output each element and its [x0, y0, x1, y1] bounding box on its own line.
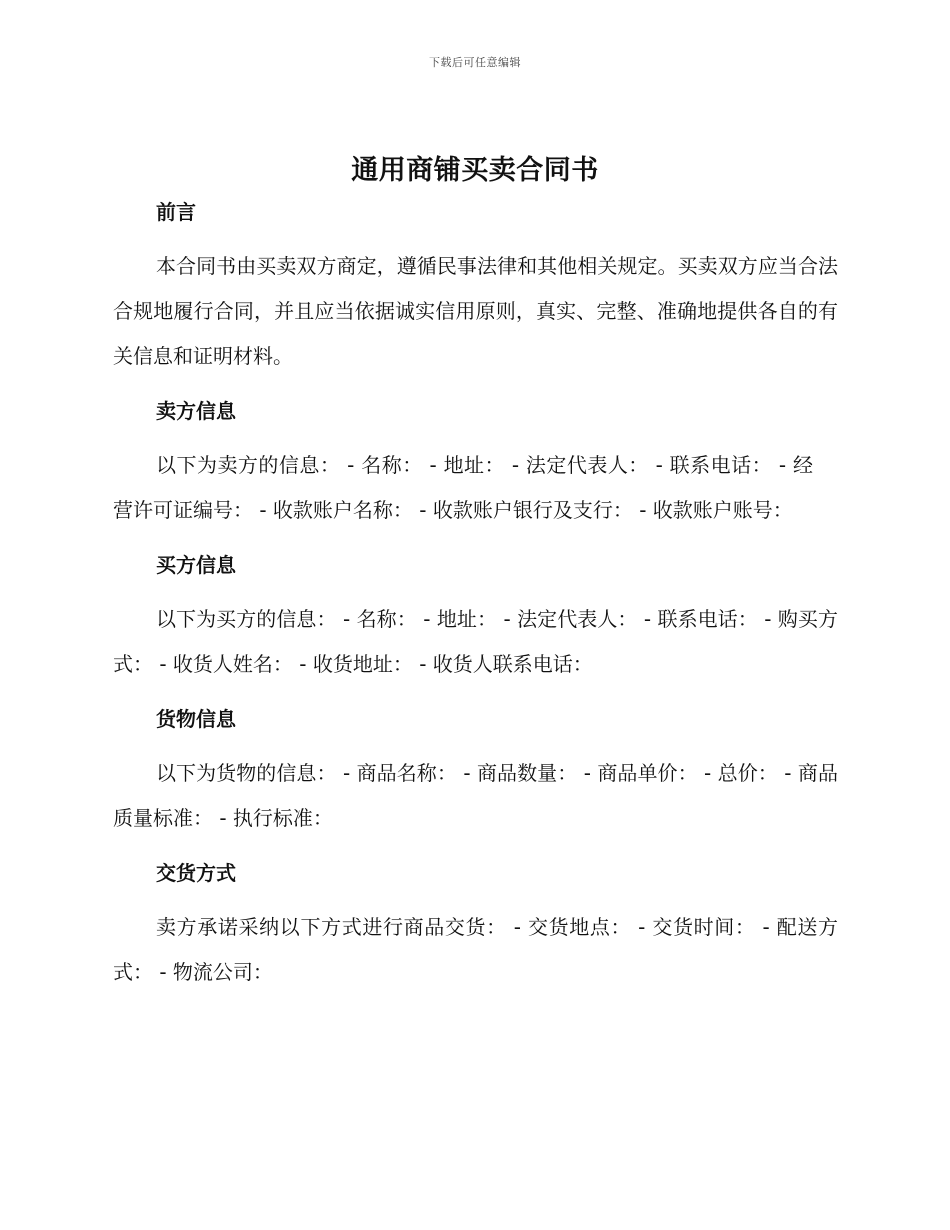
section-heading-preface: 前言: [156, 200, 196, 224]
section-heading-delivery: 交货方式: [156, 861, 236, 885]
section-heading-seller: 卖方信息: [156, 399, 236, 423]
section-text-seller: 以下为卖方的信息： - 名称： - 地址： - 法定代表人： - 联系电话： - 经营许可证编号： - 收款账户名称： - 收款账户银行及支行： - 收款账户账号：: [113, 453, 813, 522]
document-body: [113, 190, 838, 1005]
section-text-delivery: 卖方承诺采纳以下方式进行商品交货： - 交货地点： - 交货时间： - 配送方式： - 物流公司：: [113, 915, 838, 984]
section-heading-buyer: 买方信息: [156, 553, 236, 577]
section-heading-goods: 货物信息: [156, 707, 236, 731]
section-text-goods: 以下为货物的信息： - 商品名称： - 商品数量： - 商品单价： - 总价： - 商品质量标准： - 执行标准：: [113, 761, 838, 830]
document-title: 通用商铺买卖合同书: [351, 155, 599, 186]
section-text-preface: 本合同书由买卖双方商定，遵循民事法律和其他相关规定。买卖双方应当合法合规地履行合同，并且应当依据诚实信用原则，真实、完整、准确地提供各自的有关信息和证明材料。: [113, 254, 838, 368]
header-note: 下载后可任意编辑: [429, 56, 521, 69]
section-text-buyer: 以下为买方的信息： - 名称： - 地址： - 法定代表人： - 联系电话： - 购买方式： - 收货人姓名： - 收货地址： - 收货人联系电话：: [113, 607, 838, 676]
